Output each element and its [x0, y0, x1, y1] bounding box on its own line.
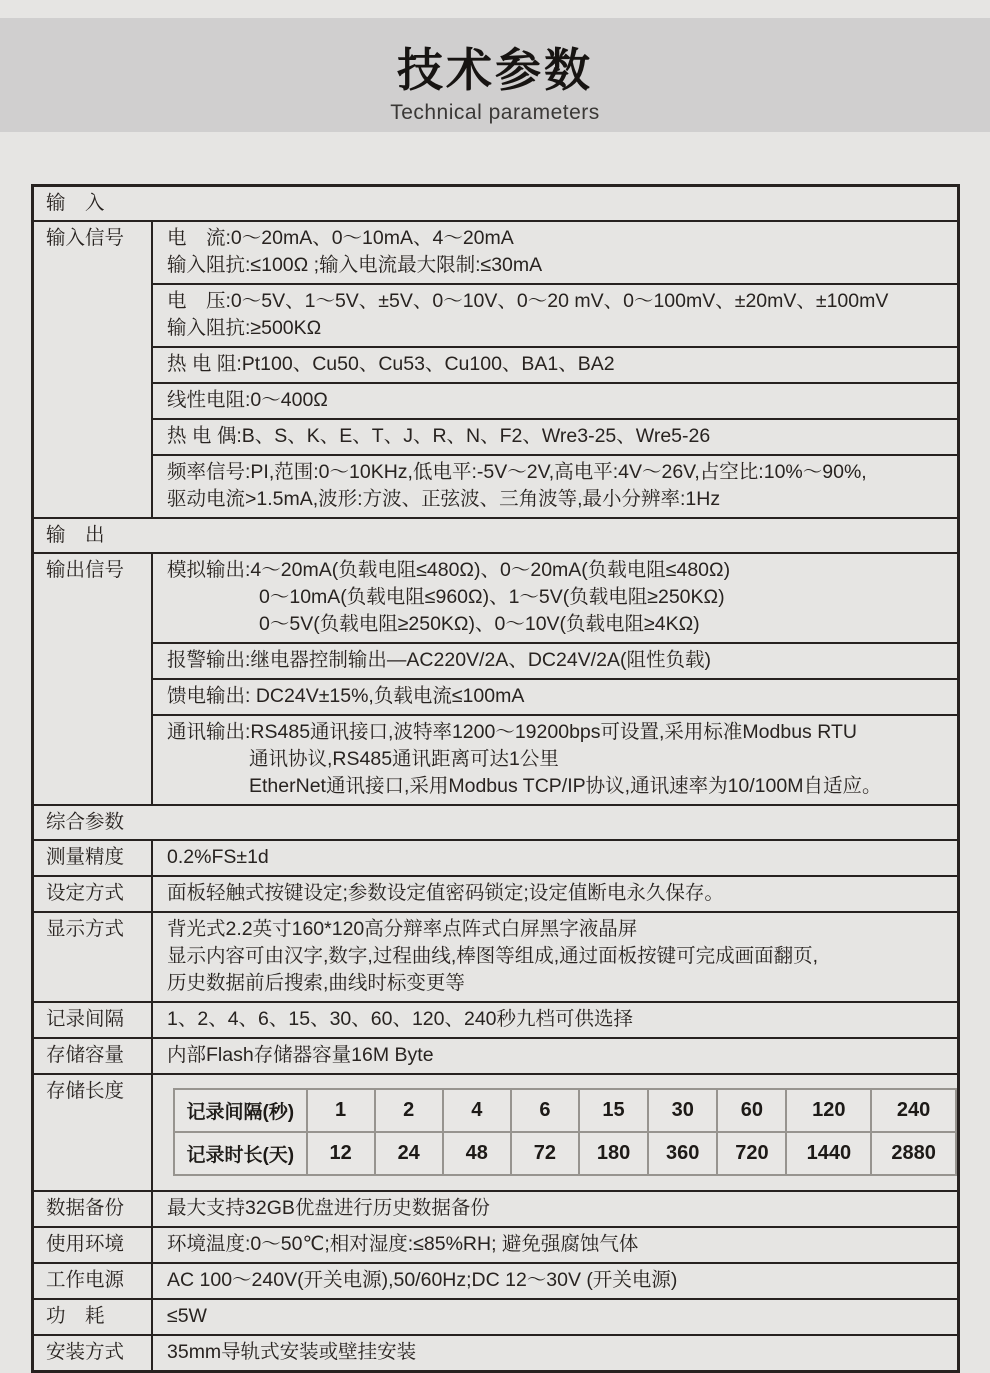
record-interval-value: 1、2、4、6、15、30、60、120、240秒九档可供选择: [167, 1008, 634, 1030]
row-output-signal: [34, 552, 957, 804]
cell-rtd: [153, 346, 957, 382]
current-line-2: 输入阻抗:≤100Ω ;输入电流最大限制:≤30mA: [167, 254, 543, 276]
record-interval-label: 记录间隔: [34, 1003, 153, 1037]
current-line-1: 电 流:0～20mA、0～10mA、4～20mA: [167, 227, 514, 249]
interval-cell: 4: [443, 1089, 511, 1132]
duration-cell: 24: [375, 1132, 443, 1175]
page-title: 技术参数: [397, 44, 593, 96]
setting-label: 设定方式: [34, 877, 153, 911]
section-general-title: 综合参数: [46, 811, 125, 833]
row-display: [34, 911, 957, 1001]
comm-line-1: 通讯输出:RS485通讯接口,波特率1200～19200bps可设置,采用标准Modbus RTU: [167, 721, 857, 743]
row-consumption: [34, 1298, 957, 1334]
duration-cell: 48: [443, 1132, 511, 1175]
accuracy-value-wrap: [153, 841, 957, 875]
frequency-line-1: 频率信号:PI,范围:0～10KHz,低电平:-5V～2V,高电平:4V～26V,占空比:10%～90%,: [167, 461, 867, 483]
cell-frequency: [153, 454, 957, 517]
alarm-line: 报警输出:继电器控制输出—AC220V/2A、DC24V/2A(阻性负载): [167, 649, 711, 671]
row-general-header: [34, 804, 957, 839]
storage-interval-row: [174, 1089, 956, 1132]
environment-value: 环境温度:0～50℃;相对湿度:≤85%RH; 避免强腐蚀气体: [167, 1233, 639, 1255]
interval-cell: 240: [871, 1089, 956, 1132]
display-value: [153, 913, 957, 1001]
power-supply-value: AC 100～240V(开关电源),50/60Hz;DC 12～30V (开关电源): [167, 1269, 678, 1291]
interval-cell: 30: [648, 1089, 717, 1132]
output-signal-values: [153, 554, 957, 804]
storage-length-label: 存储长度: [34, 1075, 153, 1190]
mounting-value: 35mm导轨式安装或壁挂安装: [167, 1341, 417, 1363]
voltage-line-2: 输入阻抗:≥500KΩ: [167, 317, 322, 339]
input-signal-values: [153, 222, 957, 517]
storage-length-table: [173, 1088, 957, 1176]
section-output-title: 输 出: [46, 524, 105, 546]
setting-value-wrap: [153, 877, 957, 911]
voltage-line-1: 电 压:0～5V、1～5V、±5V、0～10V、0～20 mV、0～100mV、±20mV、±100mV: [167, 290, 889, 312]
interval-cell: 15: [579, 1089, 648, 1132]
thermocouple-line: 热 电 偶:B、S、K、E、T、J、R、N、F2、Wre3-25、Wre5-26: [167, 425, 711, 447]
display-line-1: 背光式2.2英寸160*120高分辩率点阵式白屏黑字液晶屏: [167, 918, 638, 940]
power-supply-label: 工作电源: [34, 1264, 153, 1298]
row-data-backup: [34, 1190, 957, 1226]
rtd-line: 热 电 阻:Pt100、Cu50、Cu53、Cu100、BA1、BA2: [167, 353, 615, 375]
page-subtitle: Technical parameters: [390, 101, 600, 124]
cell-analog-output: [153, 554, 957, 642]
row-output-header: [34, 517, 957, 552]
comm-line-3: EtherNet通讯接口,采用Modbus TCP/IP协议,通讯速率为10/100M自适应。: [249, 775, 882, 797]
linear-resistance-line: 线性电阻:0～400Ω: [167, 389, 328, 411]
data-backup-value-wrap: [153, 1192, 957, 1226]
duration-cell: 1440: [786, 1132, 871, 1175]
row-setting: [34, 875, 957, 911]
interval-cell: 60: [717, 1089, 786, 1132]
analog-line-1: 模拟输出:4～20mA(负载电阻≤480Ω)、0～20mA(负载电阻≤480Ω): [167, 559, 731, 581]
analog-line-2: 0～10mA(负载电阻≤960Ω)、1～5V(负载电阻≥250KΩ): [259, 586, 725, 608]
interval-cell: 1: [307, 1089, 375, 1132]
storage-duration-header: 记录时长(天): [174, 1132, 307, 1175]
interval-cell: 120: [786, 1089, 871, 1132]
record-interval-value-wrap: [153, 1003, 957, 1037]
accuracy-value: 0.2%FS±1d: [167, 846, 269, 868]
duration-cell: 360: [648, 1132, 717, 1175]
consumption-value: ≤5W: [167, 1305, 207, 1327]
spec-sheet-page: [0, 18, 990, 1363]
setting-value: 面板轻触式按键设定;参数设定值密码锁定;设定值断电永久保存。: [167, 882, 724, 904]
data-backup-value: 最大支持32GB优盘进行历史数据备份: [167, 1197, 490, 1219]
frequency-line-2: 驱动电流>1.5mA,波形:方波、正弦波、三角波等,最小分辨率:1Hz: [167, 488, 721, 510]
section-input-title: 输 入: [46, 192, 105, 214]
cell-communication-output: [153, 714, 957, 804]
title-band: [0, 18, 990, 132]
storage-duration-row: [174, 1132, 956, 1175]
cell-linear-resistance: [153, 382, 957, 418]
display-line-3: 历史数据前后搜索,曲线时标变更等: [167, 972, 465, 994]
environment-label: 使用环境: [34, 1228, 153, 1262]
row-environment: [34, 1226, 957, 1262]
spec-table: [31, 184, 960, 1373]
row-input-header: [34, 187, 957, 220]
display-label: 显示方式: [34, 913, 153, 1001]
row-record-interval: [34, 1001, 957, 1037]
mounting-value-wrap: [153, 1336, 957, 1370]
storage-capacity-label: 存储容量: [34, 1039, 153, 1073]
cell-feed-output: [153, 678, 957, 714]
row-accuracy: [34, 839, 957, 875]
cell-current: [153, 222, 957, 283]
duration-cell: 180: [579, 1132, 648, 1175]
comm-line-2: 通讯协议,RS485通讯距离可达1公里: [249, 748, 559, 770]
storage-capacity-value-wrap: [153, 1039, 957, 1073]
consumption-label: 功 耗: [34, 1300, 153, 1334]
display-line-2: 显示内容可由汉字,数字,过程曲线,棒图等组成,通过面板按键可完成画面翻页,: [167, 945, 819, 967]
storage-capacity-value: 内部Flash存储器容量16M Byte: [167, 1044, 434, 1066]
storage-length-value-wrap: [153, 1075, 957, 1190]
cell-voltage: [153, 283, 957, 346]
interval-cell: 2: [375, 1089, 443, 1132]
row-input-signal: [34, 220, 957, 517]
storage-interval-header: 记录间隔(秒): [174, 1089, 307, 1132]
duration-cell: 12: [307, 1132, 375, 1175]
analog-line-3: 0～5V(负载电阻≥250KΩ)、0～10V(负载电阻≥4KΩ): [259, 613, 700, 635]
row-mounting: [34, 1334, 957, 1370]
row-storage-capacity: [34, 1037, 957, 1073]
cell-alarm-output: [153, 642, 957, 678]
environment-value-wrap: [153, 1228, 957, 1262]
output-signal-label: 输出信号: [34, 554, 153, 804]
mounting-label: 安装方式: [34, 1336, 153, 1370]
data-backup-label: 数据备份: [34, 1192, 153, 1226]
duration-cell: 720: [717, 1132, 786, 1175]
consumption-value-wrap: [153, 1300, 957, 1334]
duration-cell: 2880: [871, 1132, 956, 1175]
accuracy-label: 测量精度: [34, 841, 153, 875]
interval-cell: 6: [511, 1089, 579, 1132]
power-supply-value-wrap: [153, 1264, 957, 1298]
display-value-wrap: [153, 913, 957, 1001]
feed-line: 馈电输出: DC24V±15%,负载电流≤100mA: [167, 685, 525, 707]
row-power-supply: [34, 1262, 957, 1298]
cell-thermocouple: [153, 418, 957, 454]
input-signal-label: 输入信号: [34, 222, 153, 517]
duration-cell: 72: [511, 1132, 579, 1175]
row-storage-length: [34, 1073, 957, 1190]
